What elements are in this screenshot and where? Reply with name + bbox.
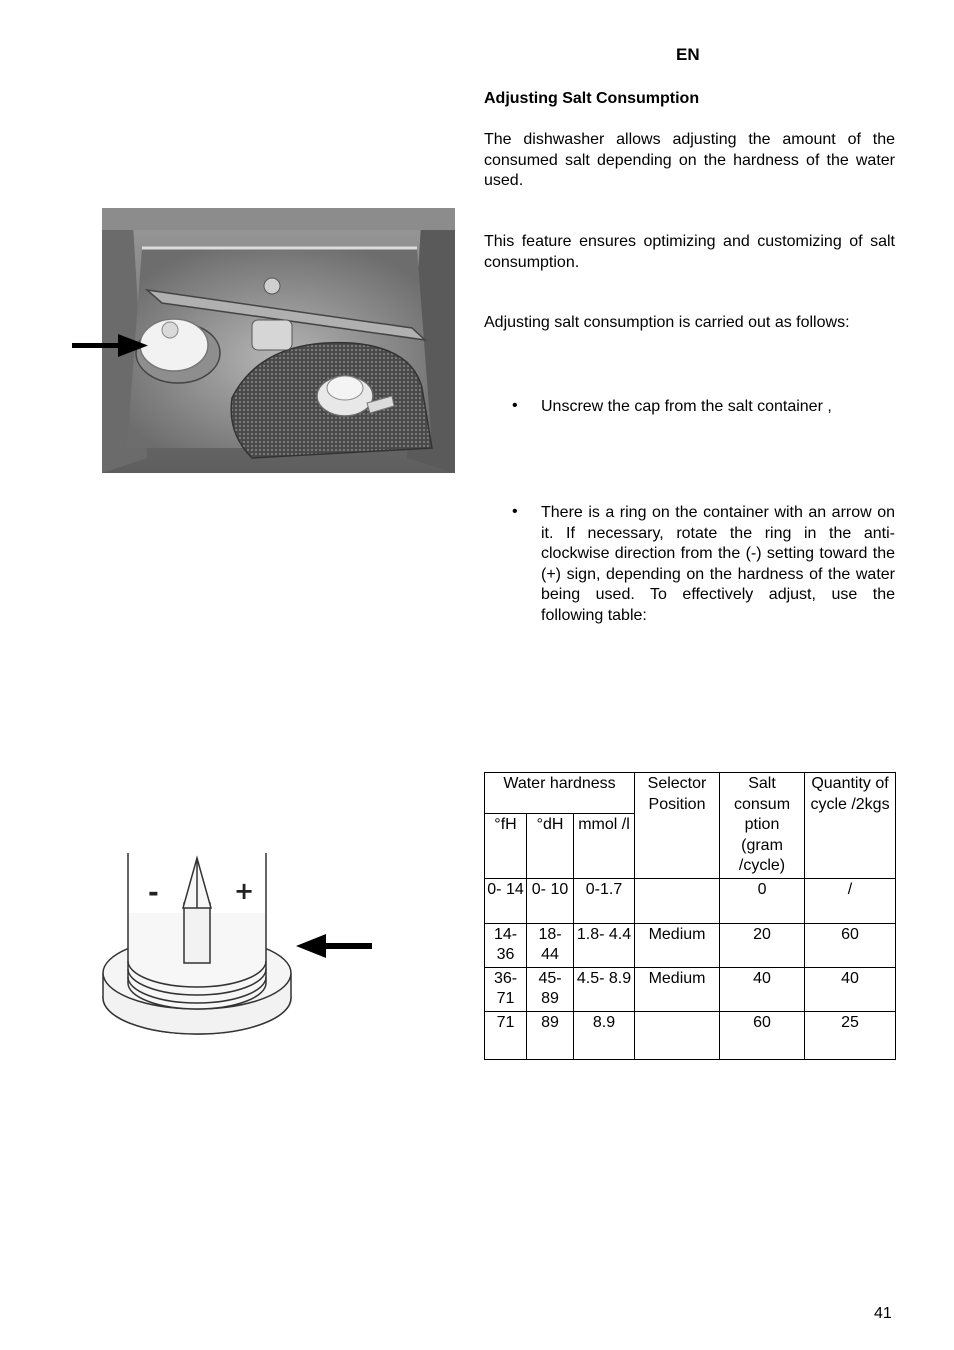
ring-plus-sign: + xyxy=(234,877,255,905)
salt-cap-ring-diagram xyxy=(100,853,295,1038)
cell-fh: 36- 71 xyxy=(485,967,527,1011)
dishwasher-interior-photo xyxy=(102,208,455,473)
page-number: 41 xyxy=(874,1305,892,1322)
cell-mmol: 1.8- 4.4 xyxy=(574,923,635,967)
cell-qty: / xyxy=(805,878,896,923)
header-water-hardness: Water hardness xyxy=(485,773,635,814)
cell-selector: Medium xyxy=(635,967,720,1011)
cell-dh: 45- 89 xyxy=(527,967,574,1011)
language-code: EN xyxy=(676,45,700,64)
cell-qty: 40 xyxy=(805,967,896,1011)
cell-selector xyxy=(635,878,720,923)
arrow-right-icon xyxy=(72,333,148,359)
cell-selector: Medium xyxy=(635,923,720,967)
subheader-mmol: mmol /l xyxy=(574,814,635,878)
paragraph-procedure: Adjusting salt consumption is carried out as follows: xyxy=(484,314,850,331)
bullet-marker: • xyxy=(512,397,518,414)
cell-salt: 20 xyxy=(720,923,805,967)
table-row xyxy=(485,878,896,923)
water-hardness-table xyxy=(484,772,896,1060)
table-row xyxy=(485,967,896,1011)
bullet-rotate-ring: There is a ring on the container with an arrow on it. If necessary, rotate the ring in the anti-clockwise direction from the (-) setting toward the (+) sign, depending on the hardness of the water being used. To effectively adjust, use the following table: xyxy=(541,504,895,624)
cell-selector xyxy=(635,1011,720,1059)
cell-salt: 0 xyxy=(720,878,805,923)
cell-mmol: 4.5- 8.9 xyxy=(574,967,635,1011)
table-row xyxy=(485,1011,896,1059)
cell-salt: 60 xyxy=(720,1011,805,1059)
subheader-dh: °dH xyxy=(527,814,574,878)
cell-dh: 0- 10 xyxy=(527,878,574,923)
arrow-left-icon xyxy=(296,932,372,960)
table-row xyxy=(485,923,896,967)
section-heading: Adjusting Salt Consumption xyxy=(484,90,700,107)
bullet-marker: • xyxy=(512,503,518,520)
cell-dh: 89 xyxy=(527,1011,574,1059)
header-salt-consumption: Salt consum ption (gram /cycle) xyxy=(720,773,805,879)
cell-fh: 0- 14 xyxy=(485,878,527,923)
header-selector-position: Selector Position xyxy=(635,773,720,879)
cell-qty: 25 xyxy=(805,1011,896,1059)
paragraph-intro: The dishwasher allows adjusting the amount of the consumed salt depending on the hardness of the water used. xyxy=(484,131,895,189)
ring-minus-sign: - xyxy=(148,878,159,908)
cell-salt: 40 xyxy=(720,967,805,1011)
cell-qty: 60 xyxy=(805,923,896,967)
cell-fh: 71 xyxy=(485,1011,527,1059)
cell-mmol: 0-1.7 xyxy=(574,878,635,923)
subheader-fh: °fH xyxy=(485,814,527,878)
cell-dh: 18- 44 xyxy=(527,923,574,967)
cell-fh: 14- 36 xyxy=(485,923,527,967)
cell-mmol: 8.9 xyxy=(574,1011,635,1059)
header-quantity-of-cycle: Quantity of cycle /2kgs xyxy=(805,773,896,879)
paragraph-feature: This feature ensures optimizing and customizing of salt consumption. xyxy=(484,233,895,271)
bullet-unscrew-cap: Unscrew the cap from the salt container , xyxy=(541,398,832,415)
